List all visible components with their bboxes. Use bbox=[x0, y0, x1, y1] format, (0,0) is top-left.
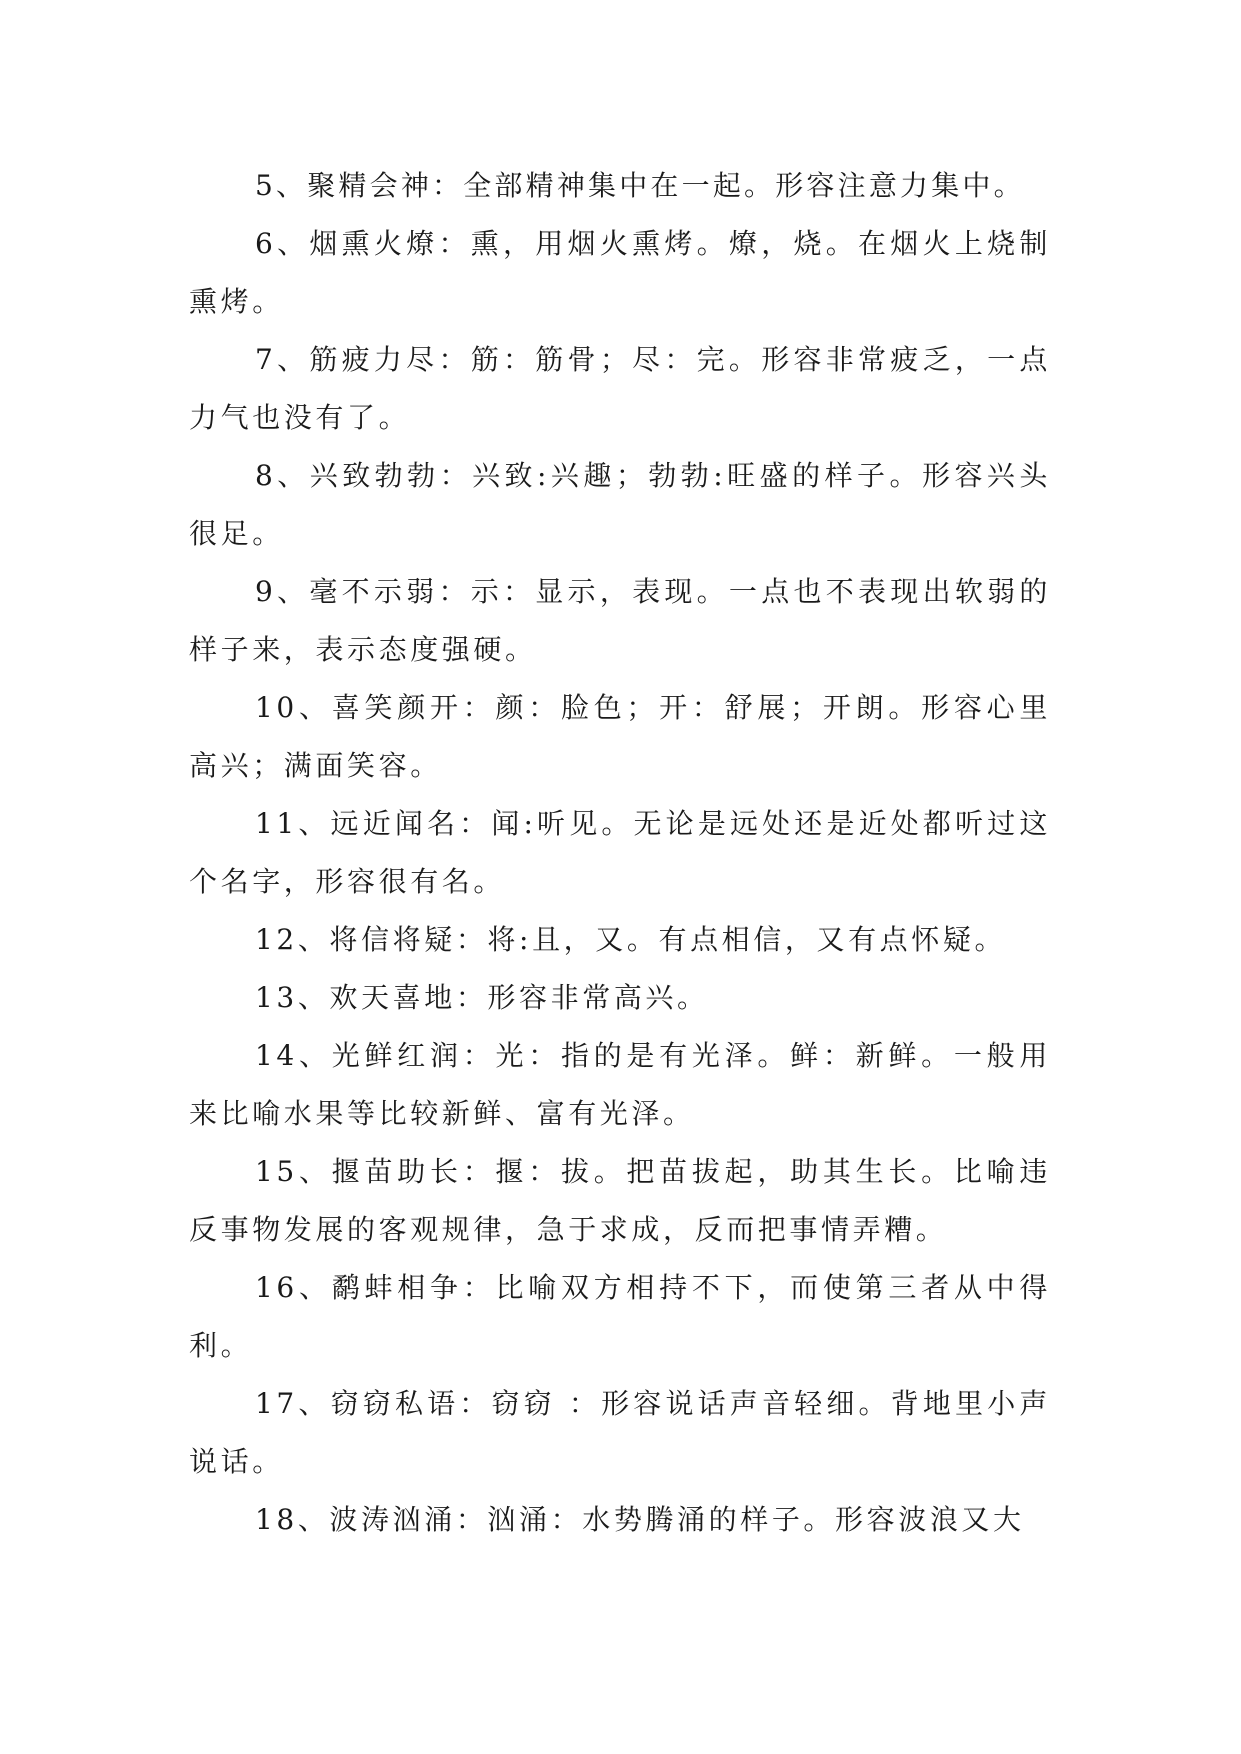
idiom-entry-15: 15、揠苗助长：揠：拔。把苗拔起，助其生长。比喻违反事物发展的客观规律，急于求成，反而把事情弄糟。 bbox=[189, 1155, 1051, 1246]
idiom-entry-10: 10、喜笑颜开：颜：脸色；开：舒展；开朗。形容心里高兴；满面笑容。 bbox=[189, 691, 1051, 782]
idiom-entry-14: 14、光鲜红润：光：指的是有光泽。鲜：新鲜。一般用来比喻水果等比较新鲜、富有光泽。 bbox=[189, 1039, 1051, 1130]
idiom-entry-13: 13、欢天喜地：形容非常高兴。 bbox=[255, 981, 709, 1014]
idiom-entry-6: 6、烟熏火燎：熏，用烟火熏烤。燎，烧。在烟火上烧制熏烤。 bbox=[189, 227, 1051, 318]
idiom-entry-5: 5、聚精会神：全部精神集中在一起。形容注意力集中。 bbox=[255, 169, 1025, 202]
idiom-entry-9: 9、毫不示弱：示：显示，表现。一点也不表现出软弱的样子来，表示态度强硬。 bbox=[189, 575, 1051, 666]
idiom-entry-8: 8、兴致勃勃：兴致:兴趣；勃勃:旺盛的样子。形容兴头很足。 bbox=[189, 459, 1051, 550]
idiom-entry-7: 7、筋疲力尽：筋：筋骨；尽：完。形容非常疲乏，一点力气也没有了。 bbox=[189, 343, 1051, 434]
document-body bbox=[189, 157, 1051, 1549]
idiom-entry-12: 12、将信将疑：将:且，又。有点相信，又有点怀疑。 bbox=[255, 923, 1007, 956]
idiom-entry-17: 17、窃窃私语：窃窃 ：形容说话声音轻细。背地里小声说话。 bbox=[189, 1387, 1051, 1478]
idiom-entry-18: 18、波涛汹涌：汹涌：水势腾涌的样子。形容波浪又大 bbox=[255, 1503, 1025, 1536]
idiom-entry-11: 11、远近闻名：闻:听见。无论是远处还是近处都听过这个名字，形容很有名。 bbox=[189, 807, 1051, 898]
idiom-entry-16: 16、鹬蚌相争：比喻双方相持不下，而使第三者从中得利。 bbox=[189, 1271, 1051, 1362]
